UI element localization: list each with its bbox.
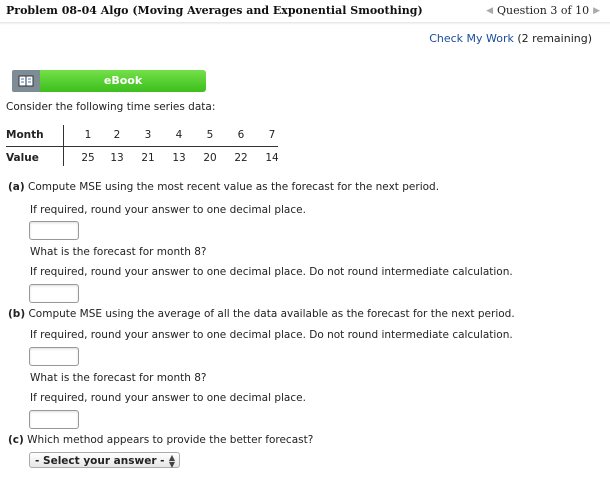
part-a-round-note: If required, round your answer to one decimal place. xyxy=(30,204,306,216)
part-c-label: (c) xyxy=(8,434,24,446)
ebook-label: eBook xyxy=(40,70,206,92)
part-b-question xyxy=(8,308,515,320)
table-horizontal-rule xyxy=(6,146,278,147)
part-a-question xyxy=(8,181,439,193)
part-b-forecast-input[interactable] xyxy=(29,410,79,429)
book-icon xyxy=(12,70,40,92)
question-navigator xyxy=(482,4,604,17)
part-c-text: Which method appears to provide the better forecast? xyxy=(27,434,314,446)
ebook-button[interactable] xyxy=(12,70,206,92)
check-my-work-link[interactable]: Check My Work xyxy=(429,32,514,45)
problem-title: Problem 08-04 Algo (Moving Averages and Exponential Smoothing) xyxy=(6,4,423,17)
month-cell: 2 xyxy=(113,129,121,141)
part-b-forecast-round-note: If required, round your answer to one decimal place. xyxy=(30,392,306,404)
problem-header xyxy=(0,0,610,23)
part-a-forecast-input[interactable] xyxy=(29,284,79,303)
value-cell: 20 xyxy=(203,152,217,164)
value-cell: 13 xyxy=(110,152,124,164)
table-row-month xyxy=(6,125,286,145)
value-cell: 13 xyxy=(172,152,186,164)
month-cell: 1 xyxy=(84,129,92,141)
value-cell: 14 xyxy=(265,152,279,164)
part-b-mse-input[interactable] xyxy=(29,347,79,366)
month-cell: 3 xyxy=(144,129,152,141)
row-label-value: Value xyxy=(6,152,39,164)
part-b-forecast-question: What is the forecast for month 8? xyxy=(30,372,207,384)
question-counter: Question 3 of 10 xyxy=(496,4,590,17)
part-a-text: Compute MSE using the most recent value as the forecast for the next period. xyxy=(28,181,440,193)
month-cell: 7 xyxy=(268,129,276,141)
table-row-value xyxy=(6,148,286,168)
month-cell: 4 xyxy=(175,129,183,141)
prev-question-icon[interactable]: ◀ xyxy=(486,5,493,16)
next-question-icon[interactable]: ▶ xyxy=(593,5,600,16)
value-cell: 25 xyxy=(81,152,95,164)
part-b-text: Compute MSE using the average of all the data available as the forecast for the next period. xyxy=(28,308,515,320)
part-c-question xyxy=(8,434,313,446)
part-a-forecast-round-note: If required, round your answer to one decimal place. Do not round intermediate calculation. xyxy=(30,266,513,278)
attempts-remaining: (2 remaining) xyxy=(517,32,592,45)
better-forecast-select[interactable] xyxy=(29,452,180,468)
part-b-round-note: If required, round your answer to one decimal place. Do not round intermediate calculation. xyxy=(30,329,513,341)
value-cell: 22 xyxy=(234,152,248,164)
select-arrows-icon: ▲ ▼ xyxy=(168,453,175,469)
header-shadow xyxy=(0,22,610,25)
part-b-label: (b) xyxy=(8,308,26,320)
select-value: - Select your answer - xyxy=(35,455,165,467)
intro-text: Consider the following time series data: xyxy=(6,101,216,113)
row-label-month: Month xyxy=(6,129,44,141)
month-cell: 6 xyxy=(237,129,245,141)
value-cell: 21 xyxy=(141,152,155,164)
part-a-label: (a) xyxy=(8,181,25,193)
month-cell: 5 xyxy=(206,129,214,141)
check-my-work xyxy=(429,32,592,45)
part-a-forecast-question: What is the forecast for month 8? xyxy=(30,246,207,258)
part-a-mse-input[interactable] xyxy=(29,221,79,240)
